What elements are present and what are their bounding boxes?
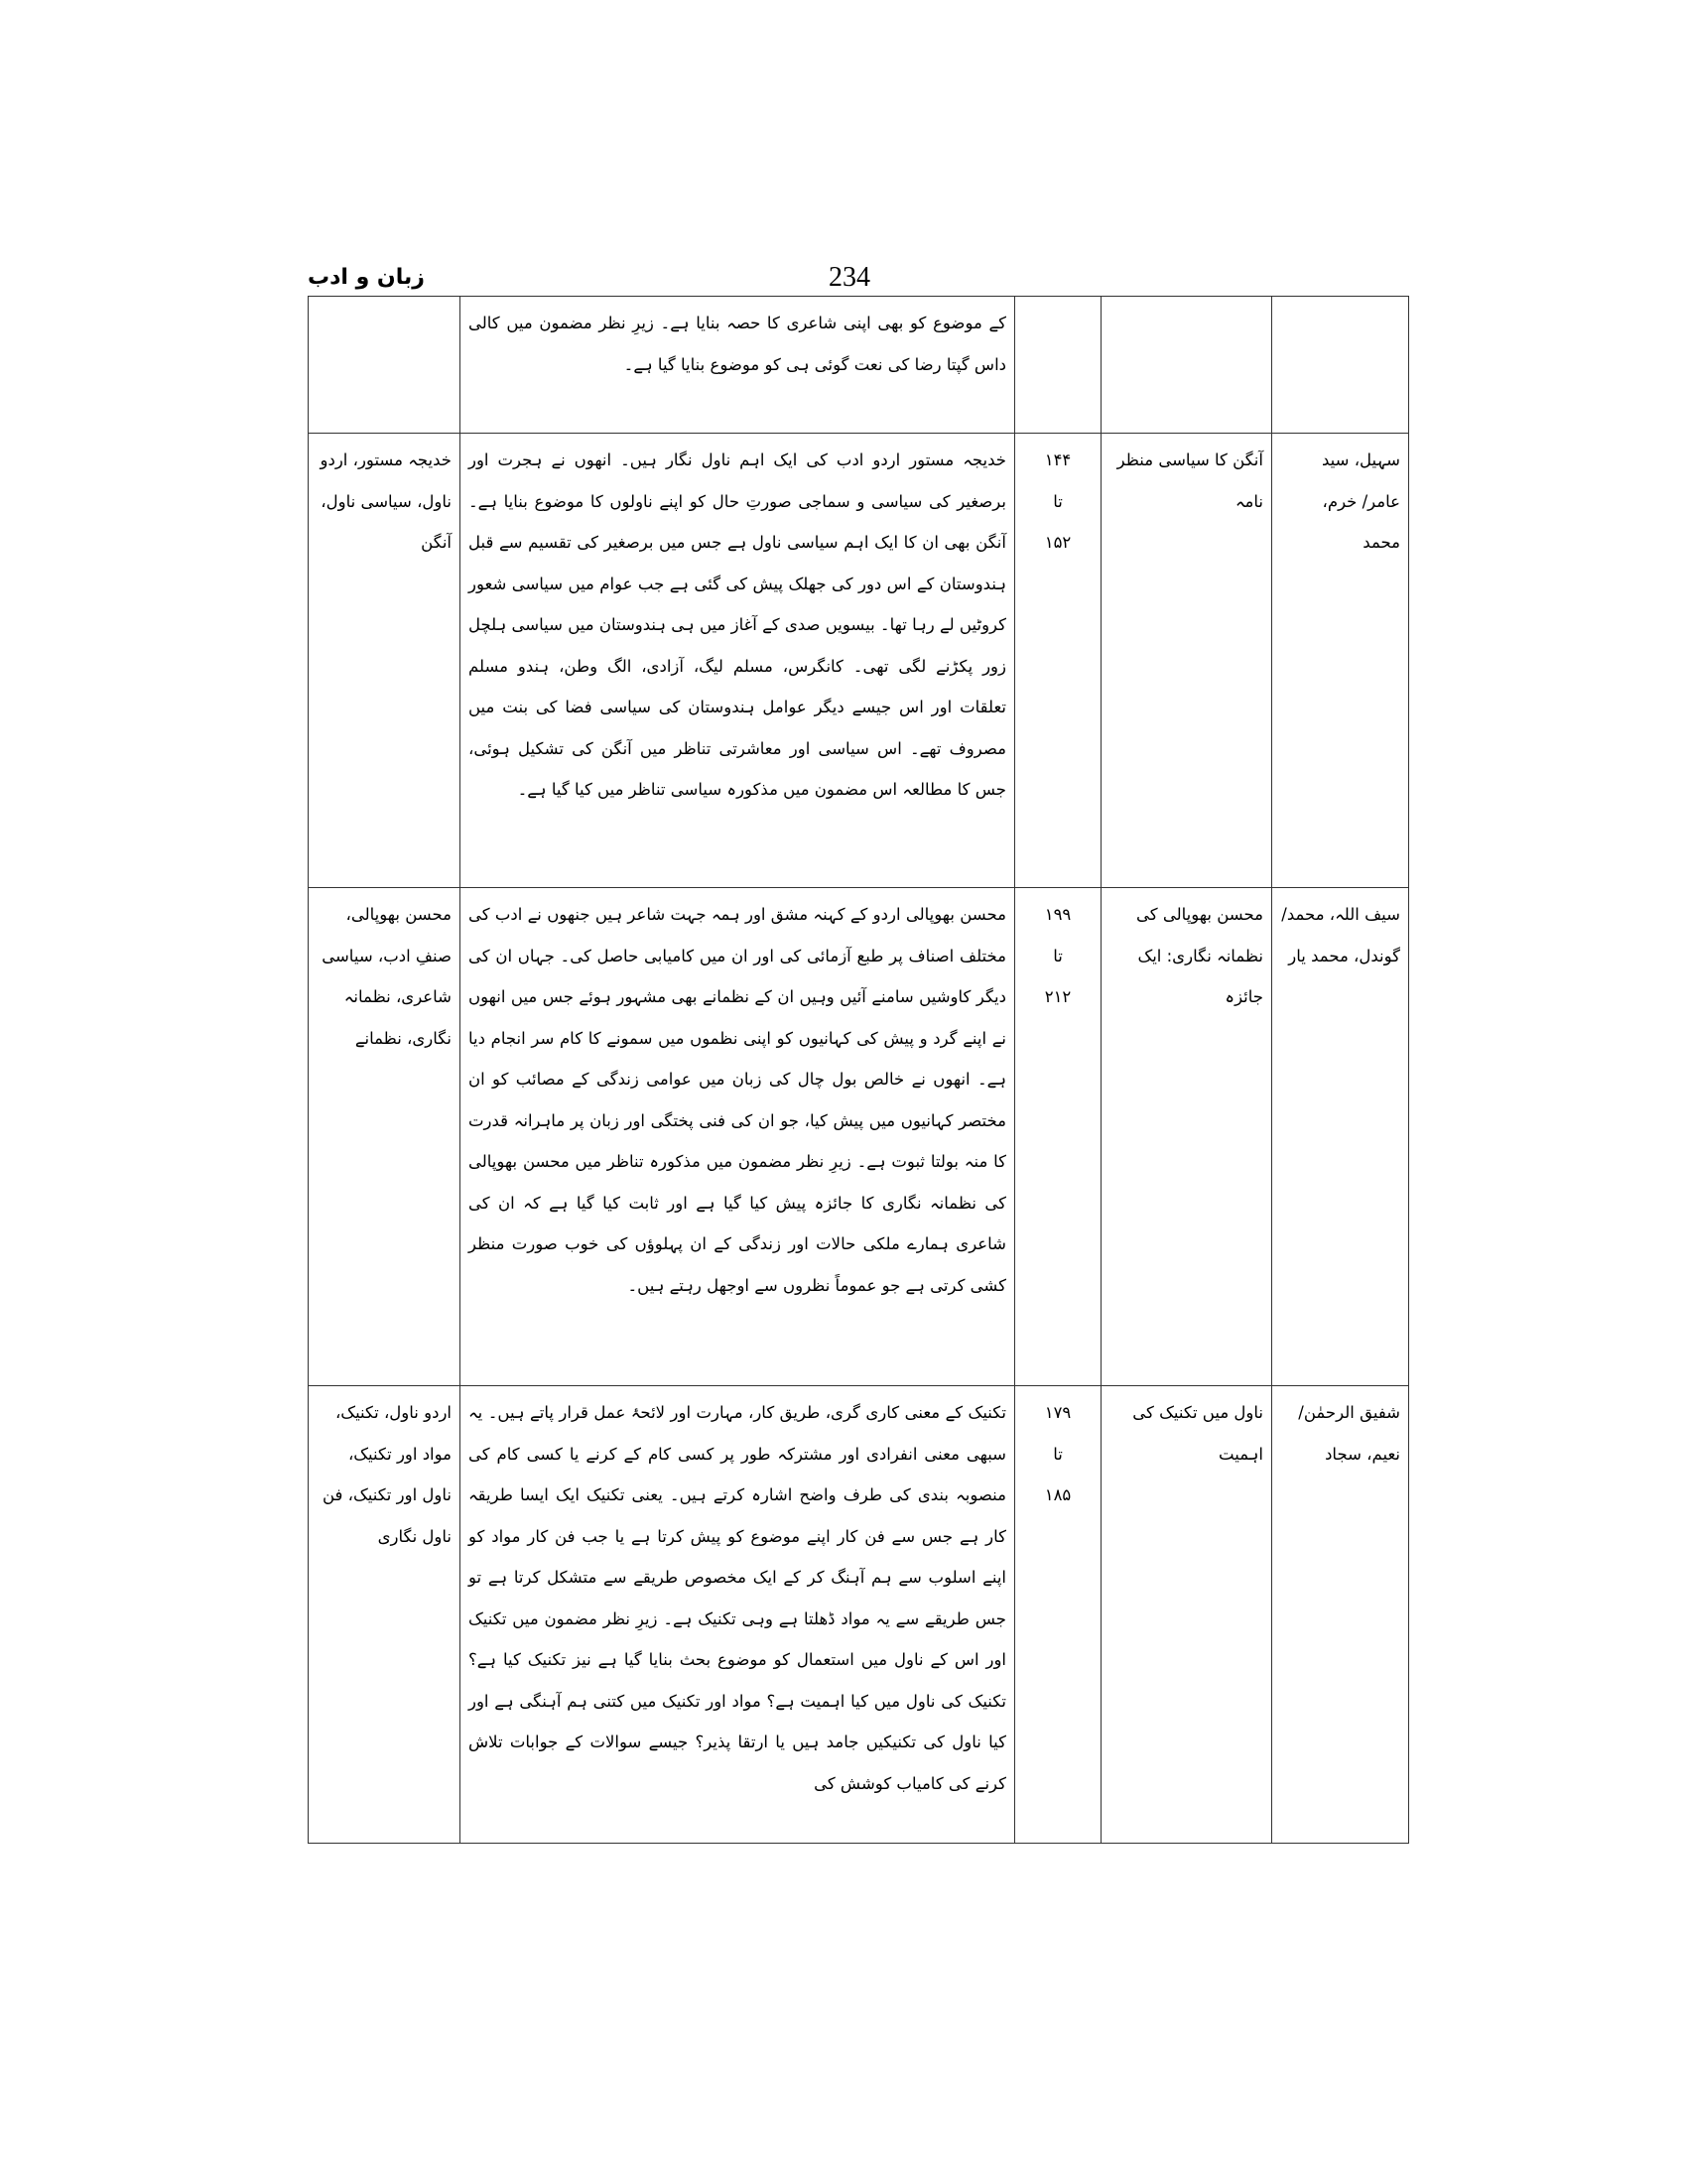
page-separator: تا [1053, 946, 1063, 965]
page-start: ۱۷۹ [1044, 1403, 1072, 1422]
keywords-cell: اردو ناول، تکنیک، مواد اور تکنیک، ناول اور تکنیک، فن ناول نگاری [309, 1386, 460, 1844]
keywords-cell [309, 297, 460, 434]
title-cell: محسن بھوپالی کی نظمانہ نگاری: ایک جائزہ [1102, 888, 1272, 1386]
page-separator: تا [1053, 1444, 1063, 1464]
abstract-cell: تکنیک کے معنی کاری گری، طریق کار، مہارت اور لائحۂ عمل قرار پاتے ہیں۔ یہ سبھی معنی انفرادی اور مشترکہ طور پر کسی کام کے کرنے یا کسی کام کی منصوبہ بندی کی طرف واضح اشارہ کرتے ہیں۔ یعنی تکنیک ایک ایسا طریقہ کار ہے جس سے فن کار اپنے موضوع کو پیش کرتا ہے یا جب فن کار مواد کو اپنے اسلوب سے ہم آہنگ کر کے ایک مخصوص طریقے سے متشکل کرتا ہے تو جس طریقے سے یہ مواد ڈھلتا ہے وہی تکنیک ہے۔ زیرِ نظر مضمون میں تکنیک اور اس کے ناول میں استعمال کو موضوع بحث بنایا گیا ہے نیز تکنیک کیا ہے؟ تکنیک کی ناول میں کیا اہمیت ہے؟ مواد اور تکنیک میں کتنی ہم آہنگی ہے اور کیا ناول کی تکنیکیں جامد ہیں یا ارتقا پذیر؟ جیسے سوالات کے جوابات تلاش کرنے کی کامیاب کوشش کی [460, 1386, 1015, 1844]
authors-cell: شفیق الرحمٰن/ نعیم، سجاد [1272, 1386, 1409, 1844]
page-separator: تا [1053, 491, 1063, 511]
article-index-table [308, 296, 1409, 1844]
abstract-cell: محسن بھوپالی اردو کے کہنہ مشق اور ہمہ جہت شاعر ہیں جنھوں نے ادب کی مختلف اصناف پر طبع آزمائی کی اور ان میں کامیابی حاصل کی۔ جہاں ان کی دیگر کاوشیں سامنے آئیں وہیں ان کے نظمانے بھی مشہور ہوئے جس میں انھوں نے اپنے گرد و پیش کی کہانیوں کو اپنی نظموں میں سمونے کا کام سر انجام دیا ہے۔ انھوں نے خالص بول چال کی زبان میں عوامی زندگی کے مصائب کو ان مختصر کہانیوں میں پیش کیا، جو ان کی فنی پختگی اور زبان پر ماہرانہ قدرت کا منہ بولتا ثبوت ہے۔ زیرِ نظر مضمون میں مذکورہ تناظر میں محسن بھوپالی کی نظمانہ نگاری کا جائزہ پیش کیا گیا ہے اور ثابت کیا گیا ہے کہ ان کی شاعری ہمارے ملکی حالات اور زندگی کے ان پہلوؤں کی خوب صورت منظر کشی کرتی ہے جو عموماً نظروں سے اوجھل رہتے ہیں۔ [460, 888, 1015, 1386]
title-cell: آنگن کا سیاسی منظر نامہ [1102, 434, 1272, 888]
table-row [309, 888, 1409, 1386]
authors-cell: سہیل، سید عامر/ خرم، محمد [1272, 434, 1409, 888]
page-end: ۱۵۲ [1044, 533, 1072, 552]
page-number: 234 [829, 262, 870, 293]
authors-cell [1272, 297, 1409, 434]
table-row [309, 434, 1409, 888]
page-header [308, 260, 1391, 300]
page-start: ۱۹۹ [1044, 905, 1072, 924]
journal-title: زبان و ادب [308, 265, 425, 290]
pages-cell [1015, 434, 1102, 888]
authors-cell: سیف اللہ، محمد/ گوندل، محمد یار [1272, 888, 1409, 1386]
pages-cell [1015, 297, 1102, 434]
abstract-cell: کے موضوع کو بھی اپنی شاعری کا حصہ بنایا ہے۔ زیرِ نظر مضمون میں کالی داس گپتا رضا کی نعت گوئی ہی کو موضوع بنایا گیا ہے۔ [460, 297, 1015, 434]
table-row [309, 1386, 1409, 1844]
title-cell [1102, 297, 1272, 434]
page-start: ۱۴۴ [1044, 450, 1072, 469]
pages-cell [1015, 1386, 1102, 1844]
title-cell: ناول میں تکنیک کی اہمیت [1102, 1386, 1272, 1844]
abstract-cell: خدیجہ مستور اردو ادب کی ایک اہم ناول نگار ہیں۔ انھوں نے ہجرت اور برصغیر کی سیاسی و سماجی صورتِ حال کو اپنے ناولوں کا موضوع بنایا ہے۔ آنگن بھی ان کا ایک اہم سیاسی ناول ہے جس میں برصغیر کی تقسیم سے قبل ہندوستان کے اس دور کی جھلک پیش کی گئی ہے جب عوام میں سیاسی شعور کروٹیں لے رہا تھا۔ بیسویں صدی کے آغاز میں ہی ہندوستان میں سیاسی ہلچل زور پکڑنے لگی تھی۔ کانگرس، مسلم لیگ، آزادی، الگ وطن، ہندو مسلم تعلقات اور اس جیسے دیگر عوامل ہندوستان کی سیاسی فضا کی بنت میں مصروف تھے۔ اس سیاسی اور معاشرتی تناظر میں آنگن کی تشکیل ہوئی، جس کا مطالعہ اس مضمون میں مذکورہ سیاسی تناظر میں کیا گیا ہے۔ [460, 434, 1015, 888]
page-end: ۱۸۵ [1044, 1485, 1072, 1504]
keywords-cell: محسن بھوپالی، صنفِ ادب، سیاسی شاعری، نظمانہ نگاری، نظمانے [309, 888, 460, 1386]
keywords-cell: خدیجہ مستور، اردو ناول، سیاسی ناول، آنگن [309, 434, 460, 888]
table-row [309, 297, 1409, 434]
pages-cell [1015, 888, 1102, 1386]
page-end: ۲۱۲ [1044, 987, 1072, 1006]
